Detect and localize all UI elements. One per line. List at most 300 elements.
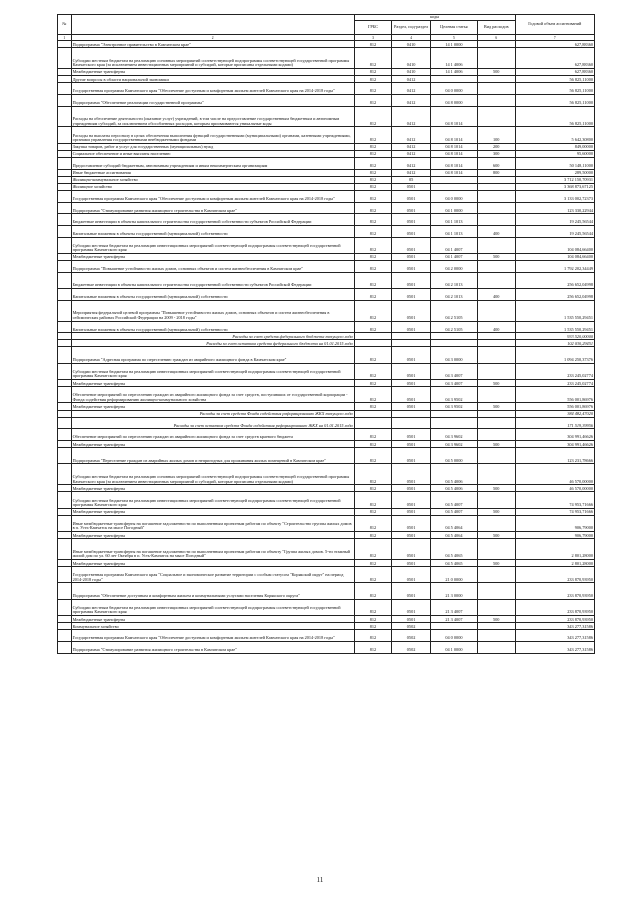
razdel-cell: 0501	[392, 321, 431, 333]
table-row	[58, 492, 595, 508]
name-cell: Предоставление субсидий бюджетным, автономным учреждениям и иным некоммерческим организациям	[71, 157, 354, 169]
sum-cell: 343 277,31586	[515, 630, 594, 642]
sum-cell: 384 482,47020	[515, 410, 594, 417]
vid-header: Вид расходов	[477, 21, 515, 35]
sum-cell: 304 991,46626	[515, 429, 594, 441]
celevaya-cell: 04 1 4007	[430, 253, 477, 260]
grbs-cell: 812	[354, 429, 392, 441]
table-row	[58, 567, 595, 583]
celevaya-cell: 14 1 4006	[430, 48, 477, 69]
name-cell: Подпрограмма "Электронное правительство в Камчатском крае"	[71, 41, 354, 48]
vid-cell: 400	[477, 321, 515, 333]
num-cell	[58, 261, 72, 273]
sum-cell: 3 133 002,72373	[515, 190, 594, 202]
grbs-cell: 812	[354, 532, 392, 539]
sum-cell: 3 368 873,67125	[515, 183, 594, 190]
num-cell	[58, 202, 72, 214]
razdel-cell: 0501	[392, 508, 431, 515]
razdel-cell: 0410	[392, 41, 431, 48]
grbs-cell: 812	[354, 508, 392, 515]
sum-cell: 74 953,71666	[515, 508, 594, 515]
num-cell	[58, 464, 72, 485]
name-cell: Подпрограмма "Адресная программа по переселению граждан из аварийного жилищного фонда в Камчатском крае"	[71, 347, 354, 363]
celevaya-cell: 04 8 0000	[430, 94, 477, 106]
table-row	[58, 641, 595, 653]
razdel-cell: 0412	[392, 127, 431, 143]
name-cell: Межбюджетные трансферты	[71, 403, 354, 410]
razdel-cell: 0502	[392, 623, 431, 630]
table-row	[58, 94, 595, 106]
sum-cell: 104 084,66400	[515, 237, 594, 253]
name-cell: Государственная программа Камчатского края "Обеспечение доступным и комфортным жильем жителей Камчатского края на 2014-2018 годы"	[71, 83, 354, 95]
vid-cell	[477, 333, 515, 340]
celevaya-cell: 04 8 1014	[430, 157, 477, 169]
razdel-cell: 0501	[392, 190, 431, 202]
razdel-cell: 0501	[392, 225, 431, 237]
vid-cell	[477, 448, 515, 464]
sum-cell: 74 953,71666	[515, 492, 594, 508]
sum-cell: 849,00000	[515, 143, 594, 150]
grbs-header: ГРБС	[354, 21, 392, 35]
table-row	[58, 300, 595, 321]
celevaya-cell: 04 5 4065	[430, 560, 477, 567]
celevaya-cell: 21 0 0000	[430, 567, 477, 583]
table-row	[58, 333, 595, 340]
num-cell	[58, 599, 72, 615]
table-row	[58, 387, 595, 403]
grbs-cell: 812	[354, 48, 392, 69]
razdel-cell: 0501	[392, 183, 431, 190]
name-cell: Субсидии местным бюджетам на реализацию основных мероприятий соответствующей подпрограммы соответствующей государственной программы Камчатского края (за исключением инвестиционных мероприятий и субсидий, которые прописаны отдельными кодами)	[71, 48, 354, 69]
table-row	[58, 441, 595, 448]
razdel-cell: 0410	[392, 48, 431, 69]
celevaya-header: Целевая статья	[430, 21, 477, 35]
name-cell: Закупка товаров, работ и услуг для государственных (муниципальных) нужд	[71, 143, 354, 150]
celevaya-cell: 04 1 4007	[430, 237, 477, 253]
vid-cell: 500	[477, 68, 515, 75]
celevaya-cell	[430, 410, 477, 417]
celevaya-cell: 04 1 1013	[430, 214, 477, 226]
num-cell	[58, 485, 72, 492]
grbs-cell: 812	[354, 68, 392, 75]
vid-cell	[477, 363, 515, 379]
num-cell	[58, 539, 72, 560]
num-cell	[58, 387, 72, 403]
celevaya-cell: 04 8 1014	[430, 143, 477, 150]
vid-cell	[477, 190, 515, 202]
vid-cell: 500	[477, 508, 515, 515]
vid-cell	[477, 417, 515, 429]
grbs-cell: 812	[354, 616, 392, 623]
name-cell: Иные межбюджетные трансферты на погашение задолженности по выполненным проектным работам по объекту "Группа жилых домов. 5-ти этажный жилой дом по ул. 60 лет Октября в п. Усть-Камчатск на мысе Погодный"	[71, 539, 354, 560]
razdel-cell: 0501	[392, 539, 431, 560]
num-cell	[58, 623, 72, 630]
name-cell: Подпрограмма "Переселение граждан из аварийных жилых домов и непригодных для проживания жилых помещений в Камчатском крае"	[71, 448, 354, 464]
name-cell: Социальное обеспечение и иные выплаты населению	[71, 150, 354, 157]
col-number: 1	[58, 35, 72, 41]
grbs-cell: 812	[354, 300, 392, 321]
grbs-cell: 812	[354, 567, 392, 583]
num-cell	[58, 441, 72, 448]
sum-cell: 233 245,02774	[515, 380, 594, 387]
codes-group-header: коды	[354, 15, 515, 21]
celevaya-cell: 04 2 5105	[430, 321, 477, 333]
table-row	[58, 83, 595, 95]
name-cell: Подпрограмма "Обеспечение доступным и комфортным жильем и коммунальными услугами населения Корякского округа"	[71, 583, 354, 599]
name-cell: Субсидии местным бюджетам на реализацию инвестиционных мероприятий соответствующей подпрограммы соответствующей государственной программы Камчатского края	[71, 492, 354, 508]
table-row	[58, 448, 595, 464]
vid-cell	[477, 567, 515, 583]
num-cell	[58, 515, 72, 531]
sum-cell: 104 084,66400	[515, 253, 594, 260]
grbs-cell: 812	[354, 76, 392, 83]
vid-cell: 400	[477, 289, 515, 301]
razdel-cell: 0501	[392, 441, 431, 448]
sum-cell: 5 642,30800	[515, 127, 594, 143]
num-cell	[58, 289, 72, 301]
name-cell: Расходы за счет средств Фонда содействия реформированию ЖКХ текущего года	[71, 410, 354, 417]
sum-cell: 3 712 150,70931	[515, 176, 594, 183]
vid-cell: 500	[477, 532, 515, 539]
razdel-cell: 0501	[392, 347, 431, 363]
razdel-cell: 0501	[392, 261, 431, 273]
grbs-cell: 812	[354, 380, 392, 387]
celevaya-cell: 04 0 0000	[430, 190, 477, 202]
col-number: 4	[392, 35, 431, 41]
grbs-cell: 812	[354, 41, 392, 48]
col-number: 3	[354, 35, 392, 41]
sum-cell: 233 870,93950	[515, 599, 594, 615]
name-cell: Государственная программа Камчатского края "Социальное и экономическое развитие территории с особым статусом "Корякский округ" на период 2014-2018 годы"	[71, 567, 354, 583]
num-cell	[58, 157, 72, 169]
celevaya-cell: 04 8 1014	[430, 127, 477, 143]
name-cell: Субсидии местным бюджетам на реализацию инвестиционных мероприятий соответствующей подпрограммы соответствующей государственной программы Камчатского края	[71, 363, 354, 379]
razdel-cell: 0410	[392, 68, 431, 75]
num-cell	[58, 143, 72, 150]
grbs-cell: 812	[354, 106, 392, 127]
num-cell	[58, 448, 72, 464]
vid-cell	[477, 515, 515, 531]
table-row	[58, 214, 595, 226]
vid-cell: 800	[477, 169, 515, 176]
sum-cell: 233 245,02774	[515, 363, 594, 379]
num-cell	[58, 616, 72, 623]
vid-cell	[477, 76, 515, 83]
razdel-cell: 0412	[392, 143, 431, 150]
sum-cell: 256 652,04998	[515, 272, 594, 288]
vid-cell	[477, 387, 515, 403]
name-cell: Межбюджетные трансферты	[71, 616, 354, 623]
num-cell	[58, 225, 72, 237]
celevaya-cell	[430, 76, 477, 83]
grbs-cell: 812	[354, 253, 392, 260]
razdel-cell	[392, 417, 431, 429]
num-cell	[58, 583, 72, 599]
sum-cell: 233 870,93950	[515, 583, 594, 599]
sum-cell: 627,88360	[515, 68, 594, 75]
vid-cell	[477, 599, 515, 615]
grbs-cell: 812	[354, 143, 392, 150]
name-cell: Межбюджетные трансферты	[71, 508, 354, 515]
grbs-cell: 812	[354, 176, 392, 183]
vid-cell	[477, 94, 515, 106]
grbs-cell: 812	[354, 403, 392, 410]
vid-cell	[477, 623, 515, 630]
sum-cell: 1 535 550,29451	[515, 321, 594, 333]
table-row	[58, 464, 595, 485]
vid-cell	[477, 429, 515, 441]
celevaya-cell: 04 5 4065	[430, 539, 477, 560]
vid-cell: 300	[477, 150, 515, 157]
name-cell: Расходы на обеспечение деятельности (оказание услуг) учреждений, в том числе на предоставление государственным бюджетным и автономным учреждениям субсидий, за исключением обособленных расходов, которым присваиваются уникальные коды	[71, 106, 354, 127]
grbs-cell: 812	[354, 464, 392, 485]
razdel-cell: 0501	[392, 492, 431, 508]
num-cell	[58, 253, 72, 260]
name-cell: Расходы за счет средств федерального бюджета текущего года	[71, 333, 354, 340]
table-row	[58, 539, 595, 560]
razdel-cell: 0501	[392, 202, 431, 214]
celevaya-cell: 04 5 4007	[430, 492, 477, 508]
table-row	[58, 321, 595, 333]
name-cell: Расходы на выплаты персоналу в целях обеспечения выполнения функций государственными (муниципальными) органами, казенными учреждениями, органами управления государственными внебюджетными фондами	[71, 127, 354, 143]
celevaya-cell: 04 2 5105	[430, 300, 477, 321]
celevaya-cell: 14 1 0000	[430, 41, 477, 48]
celevaya-cell: 04 5 4006	[430, 464, 477, 485]
table-row	[58, 272, 595, 288]
name-cell: Иные бюджетные ассигнования	[71, 169, 354, 176]
name-cell: Межбюджетные трансферты	[71, 253, 354, 260]
celevaya-cell: 04 2 0000	[430, 261, 477, 273]
sum-cell: 56 825,11000	[515, 76, 594, 83]
table-row	[58, 623, 595, 630]
num-cell	[58, 532, 72, 539]
table-row	[58, 363, 595, 379]
num-cell	[58, 567, 72, 583]
num-cell	[58, 641, 72, 653]
name-cell: Обеспечение мероприятий по переселению граждан из аварийного жилищного фонда за счет средств краевого бюджета	[71, 429, 354, 441]
grbs-cell: 812	[354, 183, 392, 190]
name-cell: Субсидии местным бюджетам на реализацию инвестиционных мероприятий соответствующей подпрограммы соответствующей государственной программы Камчатского края	[71, 599, 354, 615]
grbs-cell: 812	[354, 448, 392, 464]
razdel-cell: 0501	[392, 515, 431, 531]
sum-cell: 343 277,31586	[515, 641, 594, 653]
name-cell: Мероприятия федеральной целевой программы "Повышение устойчивости жилых домов, основных объектов и систем жизнеобеспечения в сейсмических районах Российской Федерации на 2009 - 2018 годы"	[71, 300, 354, 321]
celevaya-cell: 04 0 0000	[430, 630, 477, 642]
celevaya-cell: 04 3 9602	[430, 441, 477, 448]
celevaya-cell: 04 2 1013	[430, 289, 477, 301]
num-cell	[58, 333, 72, 340]
vid-cell	[477, 214, 515, 226]
sum-header: Годовой объем ассигнований	[515, 15, 594, 35]
vid-cell: 500	[477, 253, 515, 260]
sum-cell: 933 520,00000	[515, 333, 594, 340]
vid-cell	[477, 272, 515, 288]
col-number: 5	[430, 35, 477, 41]
celevaya-cell	[430, 340, 477, 347]
sum-cell: 56 825,11000	[515, 94, 594, 106]
razdel-cell: 0501	[392, 464, 431, 485]
num-cell	[58, 169, 72, 176]
table-row	[58, 76, 595, 83]
razdel-cell: 0501	[392, 567, 431, 583]
table-row	[58, 485, 595, 492]
name-cell: Коммунальное хозяйство	[71, 623, 354, 630]
sum-cell: 256 652,04998	[515, 289, 594, 301]
razdel-cell: 0501	[392, 616, 431, 623]
vid-cell: 200	[477, 143, 515, 150]
vid-cell: 500	[477, 560, 515, 567]
sum-cell: 1 094 250,37376	[515, 347, 594, 363]
vid-cell	[477, 410, 515, 417]
grbs-cell: 812	[354, 583, 392, 599]
name-cell: Другие вопросы в области национальной экономики	[71, 76, 354, 83]
razdel-cell	[392, 340, 431, 347]
name-header	[71, 15, 354, 35]
sum-cell: 19 245,56544	[515, 214, 594, 226]
num-cell	[58, 214, 72, 226]
grbs-cell	[354, 417, 392, 429]
sum-cell: 343 277,31586	[515, 623, 594, 630]
table-row	[58, 508, 595, 515]
sum-cell: 556 001,86976	[515, 403, 594, 410]
grbs-cell: 812	[354, 157, 392, 169]
table-row	[58, 237, 595, 253]
celevaya-cell	[430, 417, 477, 429]
table-row	[58, 106, 595, 127]
celevaya-cell: 14 1 4006	[430, 68, 477, 75]
num-cell	[58, 68, 72, 75]
sum-cell: 102 030,29451	[515, 340, 594, 347]
razdel-cell: 0501	[392, 599, 431, 615]
razdel-cell: 0412	[392, 76, 431, 83]
grbs-cell: 812	[354, 237, 392, 253]
grbs-cell: 812	[354, 214, 392, 226]
grbs-cell: 812	[354, 560, 392, 567]
budget-table	[57, 14, 595, 654]
celevaya-cell: 04 3 0000	[430, 347, 477, 363]
celevaya-cell: 04 0 0000	[430, 83, 477, 95]
celevaya-cell: 04 3 9602	[430, 429, 477, 441]
sum-cell: 1 535 550,29451	[515, 300, 594, 321]
celevaya-cell: 04 5 4007	[430, 508, 477, 515]
razdel-cell: 0501	[392, 560, 431, 567]
grbs-cell: 812	[354, 630, 392, 642]
sum-cell: 95,60000	[515, 150, 594, 157]
table-row	[58, 41, 595, 48]
razdel-cell: 0501	[392, 253, 431, 260]
sum-cell: 233 870,93950	[515, 616, 594, 623]
celevaya-cell: 04 8 1014	[430, 150, 477, 157]
razdel-cell: 0501	[392, 272, 431, 288]
vid-cell: 500	[477, 441, 515, 448]
celevaya-cell	[430, 176, 477, 183]
grbs-cell	[354, 410, 392, 417]
page-number: 11	[316, 876, 324, 884]
vid-cell	[477, 347, 515, 363]
vid-cell	[477, 583, 515, 599]
table-row	[58, 176, 595, 183]
table-row	[58, 417, 595, 429]
grbs-cell	[354, 333, 392, 340]
razdel-cell: 0501	[392, 429, 431, 441]
table-row	[58, 169, 595, 176]
num-cell	[58, 492, 72, 508]
celevaya-cell: 04 5 0000	[430, 448, 477, 464]
name-cell: Бюджетные инвестиции в объекты капитального строительства государственной собственности субъектов Российской Федерации	[71, 272, 354, 288]
grbs-cell: 812	[354, 363, 392, 379]
num-cell	[58, 150, 72, 157]
table-row	[58, 48, 595, 69]
grbs-cell: 812	[354, 202, 392, 214]
name-cell: Субсидии местным бюджетам на реализацию основных мероприятий соответствующей подпрограммы соответствующей государственной программы Камчатского края (за исключением инвестиционных мероприятий и субсидий, которые прописаны отдельными кодами)	[71, 464, 354, 485]
num-cell	[58, 106, 72, 127]
grbs-cell: 812	[354, 441, 392, 448]
name-cell: Капитальные вложения в объекты государственной (муниципальной) собственности	[71, 321, 354, 333]
celevaya-cell	[430, 623, 477, 630]
celevaya-cell: 04 3 9502	[430, 387, 477, 403]
vid-cell	[477, 492, 515, 508]
grbs-cell: 812	[354, 321, 392, 333]
name-cell: Расходы за счет остатков средств Фонда содействия реформированию ЖКХ на 01.01.2015 года	[71, 417, 354, 429]
num-cell	[58, 300, 72, 321]
sum-cell: 123 330,22944	[515, 202, 594, 214]
vid-cell: 500	[477, 616, 515, 623]
sum-cell: 56 825,11000	[515, 106, 594, 127]
num-cell	[58, 380, 72, 387]
num-cell	[58, 410, 72, 417]
sum-cell: 56 825,11000	[515, 83, 594, 95]
razdel-cell: 0412	[392, 150, 431, 157]
num-cell	[58, 560, 72, 567]
razdel-cell: 0501	[392, 214, 431, 226]
num-cell	[58, 127, 72, 143]
vid-cell	[477, 106, 515, 127]
num-cell	[58, 508, 72, 515]
vid-cell	[477, 41, 515, 48]
table-row	[58, 183, 595, 190]
num-cell	[58, 190, 72, 202]
razdel-cell: 0501	[392, 583, 431, 599]
table-row	[58, 616, 595, 623]
grbs-cell: 812	[354, 261, 392, 273]
num-cell	[58, 272, 72, 288]
celevaya-cell: 21 3 4007	[430, 616, 477, 623]
razdel-cell: 0412	[392, 106, 431, 127]
razdel-cell: 0501	[392, 289, 431, 301]
vid-cell: 600	[477, 157, 515, 169]
sum-cell: 233 870,93950	[515, 567, 594, 583]
name-cell: Подпрограмма "Стимулирование развития жилищного строительства в Камчатском крае"	[71, 641, 354, 653]
sum-cell: 906,79000	[515, 532, 594, 539]
vid-cell	[477, 630, 515, 642]
name-cell: Иные межбюджетные трансферты на погашение задолженности по выполненным проектным работам по объекту "Строительство группы жилых домов в п. Усть-Камчатск на мысе Погодный"	[71, 515, 354, 531]
razdel-cell: 0412	[392, 94, 431, 106]
grbs-cell: 812	[354, 347, 392, 363]
name-cell: Межбюджетные трансферты	[71, 532, 354, 539]
table-row	[58, 429, 595, 441]
celevaya-cell: 21 3 0000	[430, 583, 477, 599]
name-cell: Межбюджетные трансферты	[71, 380, 354, 387]
num-cell	[58, 417, 72, 429]
vid-cell	[477, 539, 515, 560]
name-cell: Капитальные вложения в объекты государственной (муниципальной) собственности	[71, 225, 354, 237]
sum-cell: 627,88360	[515, 48, 594, 69]
sum-cell: 627,88360	[515, 41, 594, 48]
sum-cell: 123 231,78666	[515, 448, 594, 464]
num-cell	[58, 340, 72, 347]
num-cell	[58, 630, 72, 642]
vid-cell: 500	[477, 403, 515, 410]
